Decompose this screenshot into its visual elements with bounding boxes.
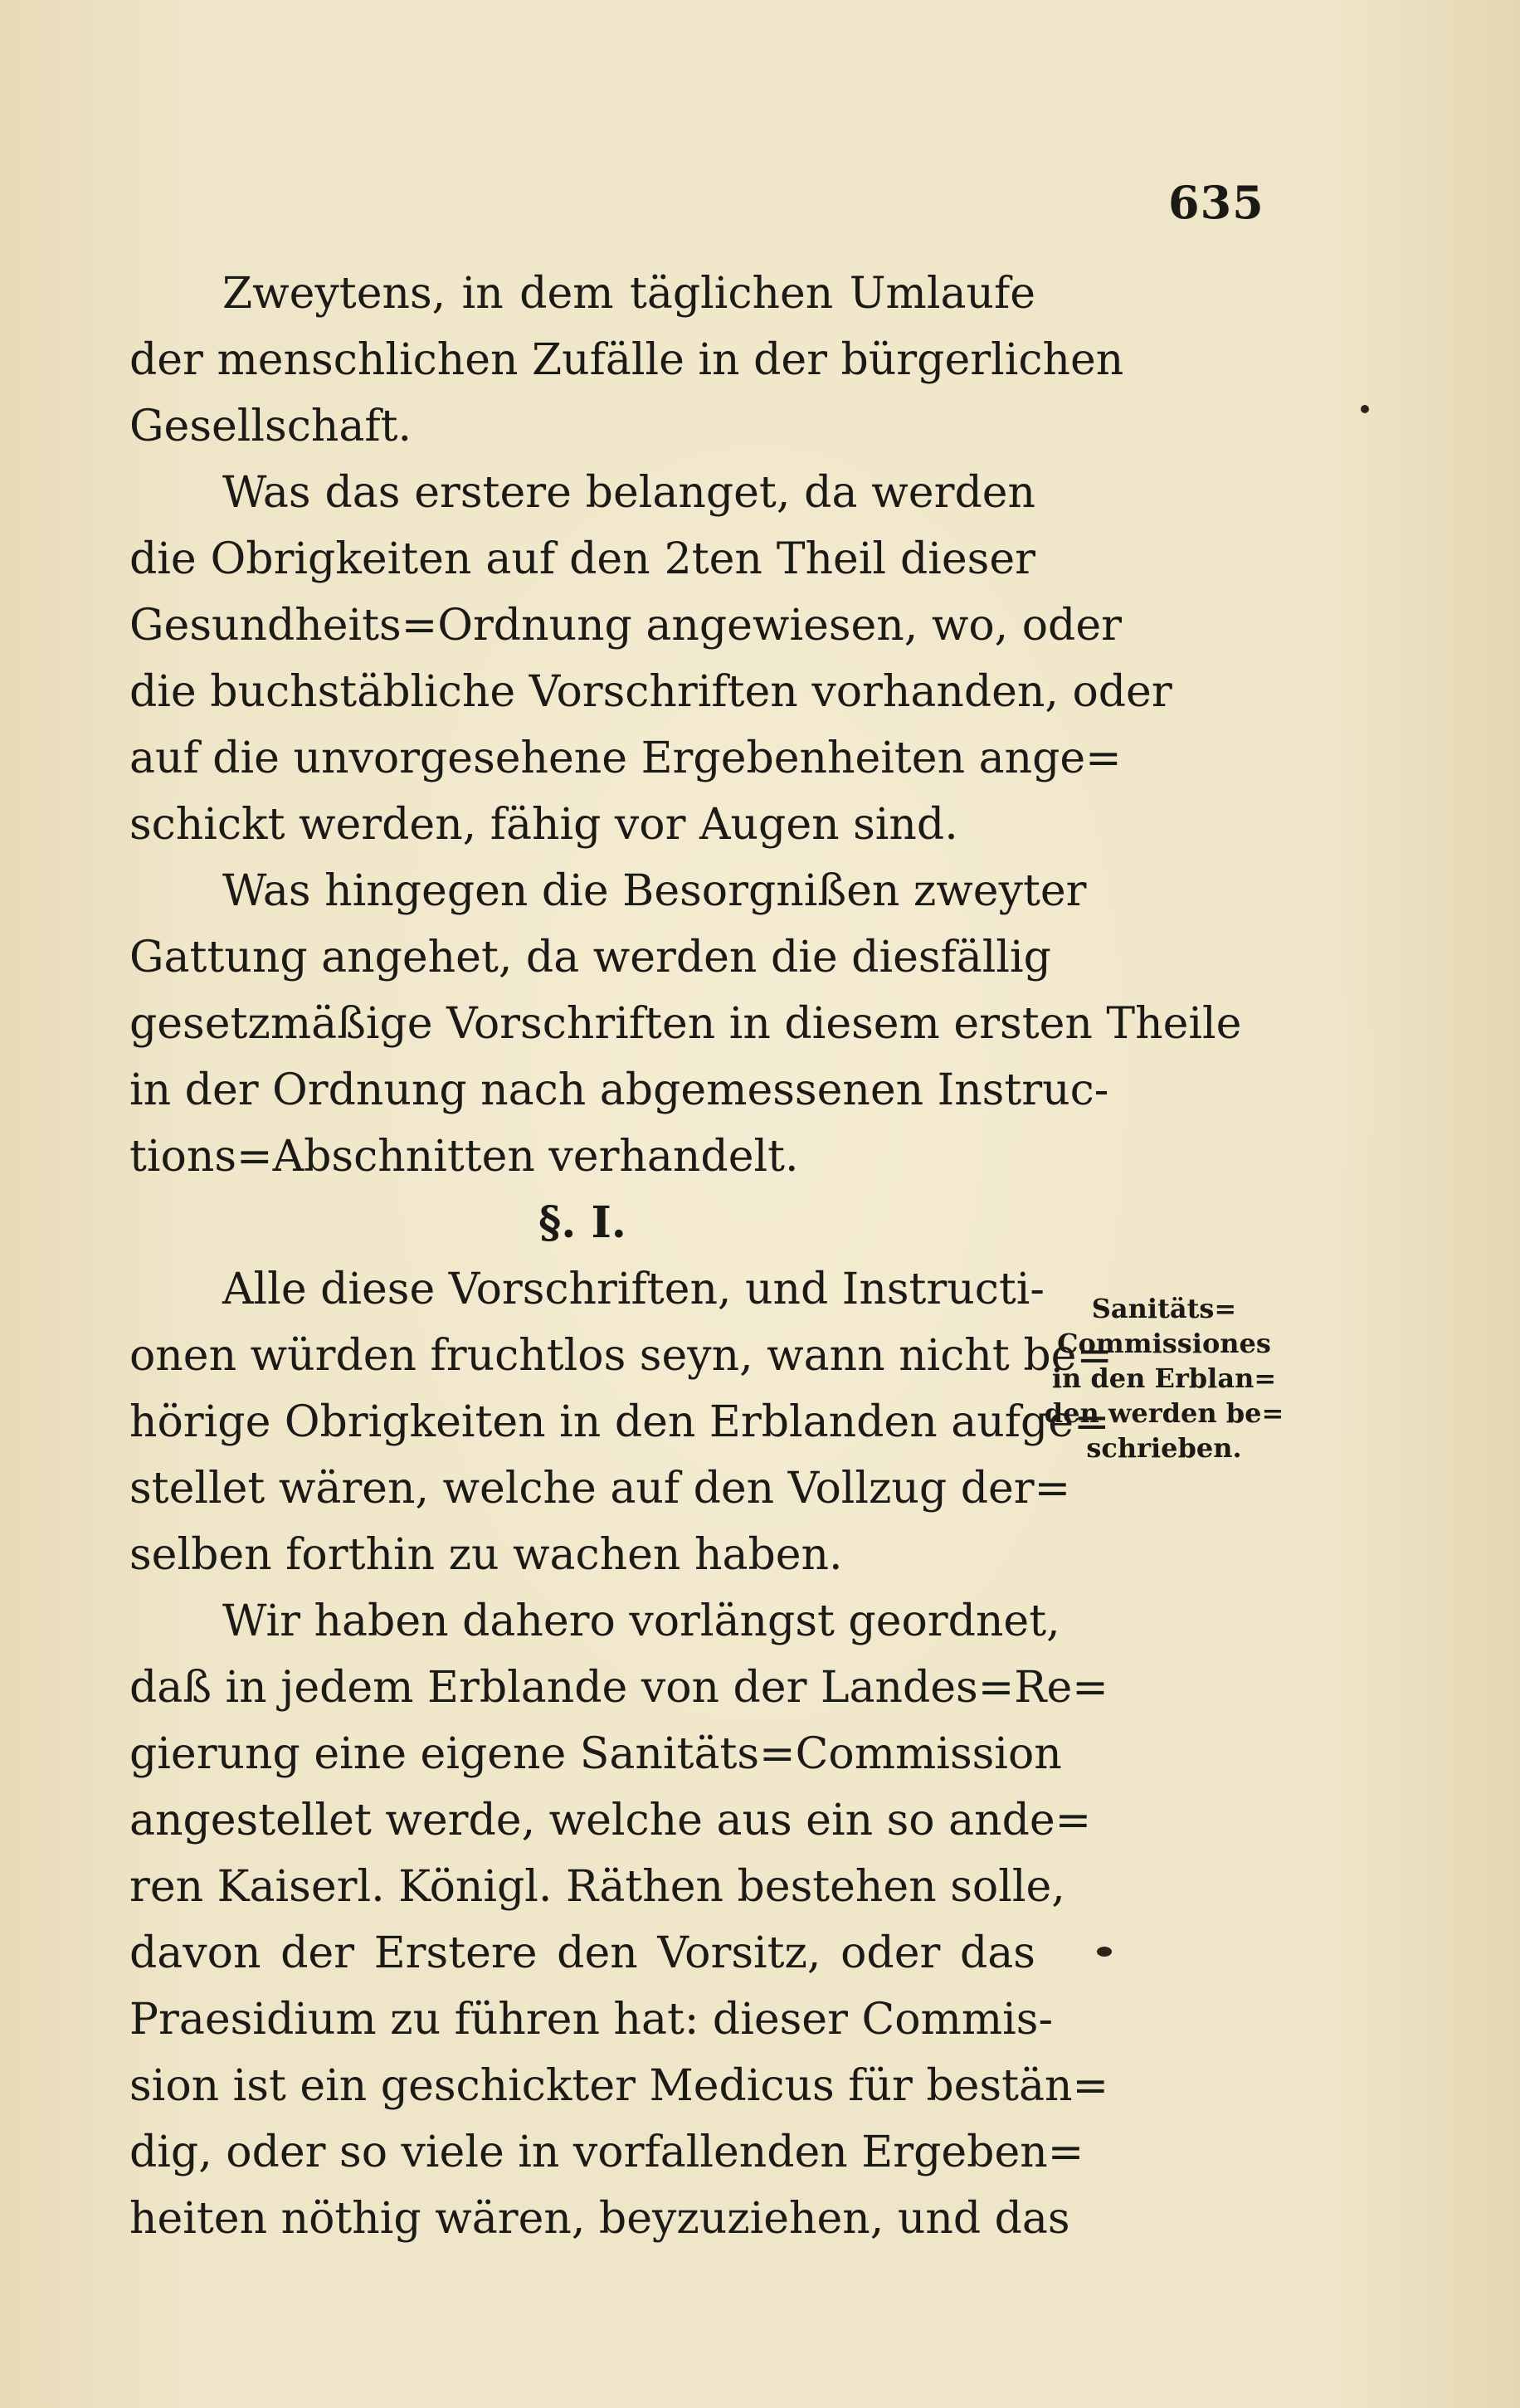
text-line: schickt werden, fähig vor Augen sind. bbox=[129, 800, 958, 850]
margin-note-line: schrieben. bbox=[1086, 1432, 1242, 1464]
text-line: gesetzmäßige Vorschriften in diesem ersten Theile bbox=[129, 999, 1242, 1049]
text-line: dig, oder so viele in vorfallenden Ergeben= bbox=[129, 2128, 1084, 2177]
text-line: ren Kaiserl. Königl. Räthen bestehen solle, bbox=[129, 1862, 1065, 1912]
text-line: onen würden fruchtlos seyn, wann nicht be= bbox=[129, 1331, 1113, 1381]
text-line: die buchstäbliche Vorschriften vorhanden, oder bbox=[129, 667, 1172, 717]
text-line: Gesellschaft. bbox=[129, 402, 412, 451]
ink-speck bbox=[1097, 1947, 1112, 1957]
text-line: die Obrigkeiten auf den 2ten Theil dieser bbox=[129, 534, 1035, 584]
text-line: Was das erstere belanget, da werden bbox=[222, 468, 1035, 518]
text-line: Gesundheits=Ordnung angewiesen, wo, oder bbox=[129, 601, 1122, 651]
page-number: 635 bbox=[1168, 176, 1264, 229]
text-line: Zweytens, in dem täglichen Umlaufe bbox=[222, 269, 1035, 319]
margin-note-line: den werden be= bbox=[1044, 1397, 1284, 1429]
text-line: Wir haben dahero vorlängst geordnet, bbox=[222, 1596, 1060, 1646]
text-line: in der Ordnung nach abgemessenen Instruc- bbox=[129, 1065, 1109, 1115]
text-line: Was hingegen die Besorgnißen zweyter bbox=[222, 866, 1087, 916]
margin-note bbox=[1035, 1291, 1293, 1465]
text-line: Praesidium zu führen hat: dieser Commis- bbox=[129, 1995, 1054, 2045]
text-line: Gattung angehet, da werden die diesfällig bbox=[129, 933, 1051, 982]
margin-note-line: Commissiones bbox=[1057, 1328, 1271, 1359]
margin-note-line: Sanitäts= bbox=[1091, 1293, 1237, 1324]
text-line: hörige Obrigkeiten in den Erblanden aufge= bbox=[129, 1397, 1110, 1447]
ink-speck bbox=[1361, 405, 1369, 413]
text-line: stellet wären, welche auf den Vollzug der= bbox=[129, 1464, 1071, 1514]
text-line: heiten nöthig wären, beyzuziehen, und das bbox=[129, 2194, 1070, 2244]
text-line: sion ist ein geschickter Medicus für bestän= bbox=[129, 2061, 1109, 2111]
text-line: gierung eine eigene Sanitäts=Commission bbox=[129, 1729, 1062, 1779]
text-line: davon der Erstere den Vorsitz, oder das bbox=[129, 1928, 1035, 1978]
text-line: auf die unvorgesehene Ergebenheiten ange= bbox=[129, 734, 1122, 783]
text-line: angestellet werde, welche aus ein so ande= bbox=[129, 1796, 1092, 1845]
text-line: Alle diese Vorschriften, und Instructi- bbox=[222, 1265, 1045, 1314]
section-heading: §. I. bbox=[538, 1197, 626, 1248]
text-line: daß in jedem Erblande von der Landes=Re= bbox=[129, 1663, 1108, 1713]
text-line: der menschlichen Zufälle in der bürgerlichen bbox=[129, 335, 1124, 385]
margin-note-line: in den Erblan= bbox=[1051, 1362, 1277, 1394]
text-line: selben forthin zu wachen haben. bbox=[129, 1530, 843, 1580]
text-line: tions=Abschnitten verhandelt. bbox=[129, 1132, 799, 1182]
